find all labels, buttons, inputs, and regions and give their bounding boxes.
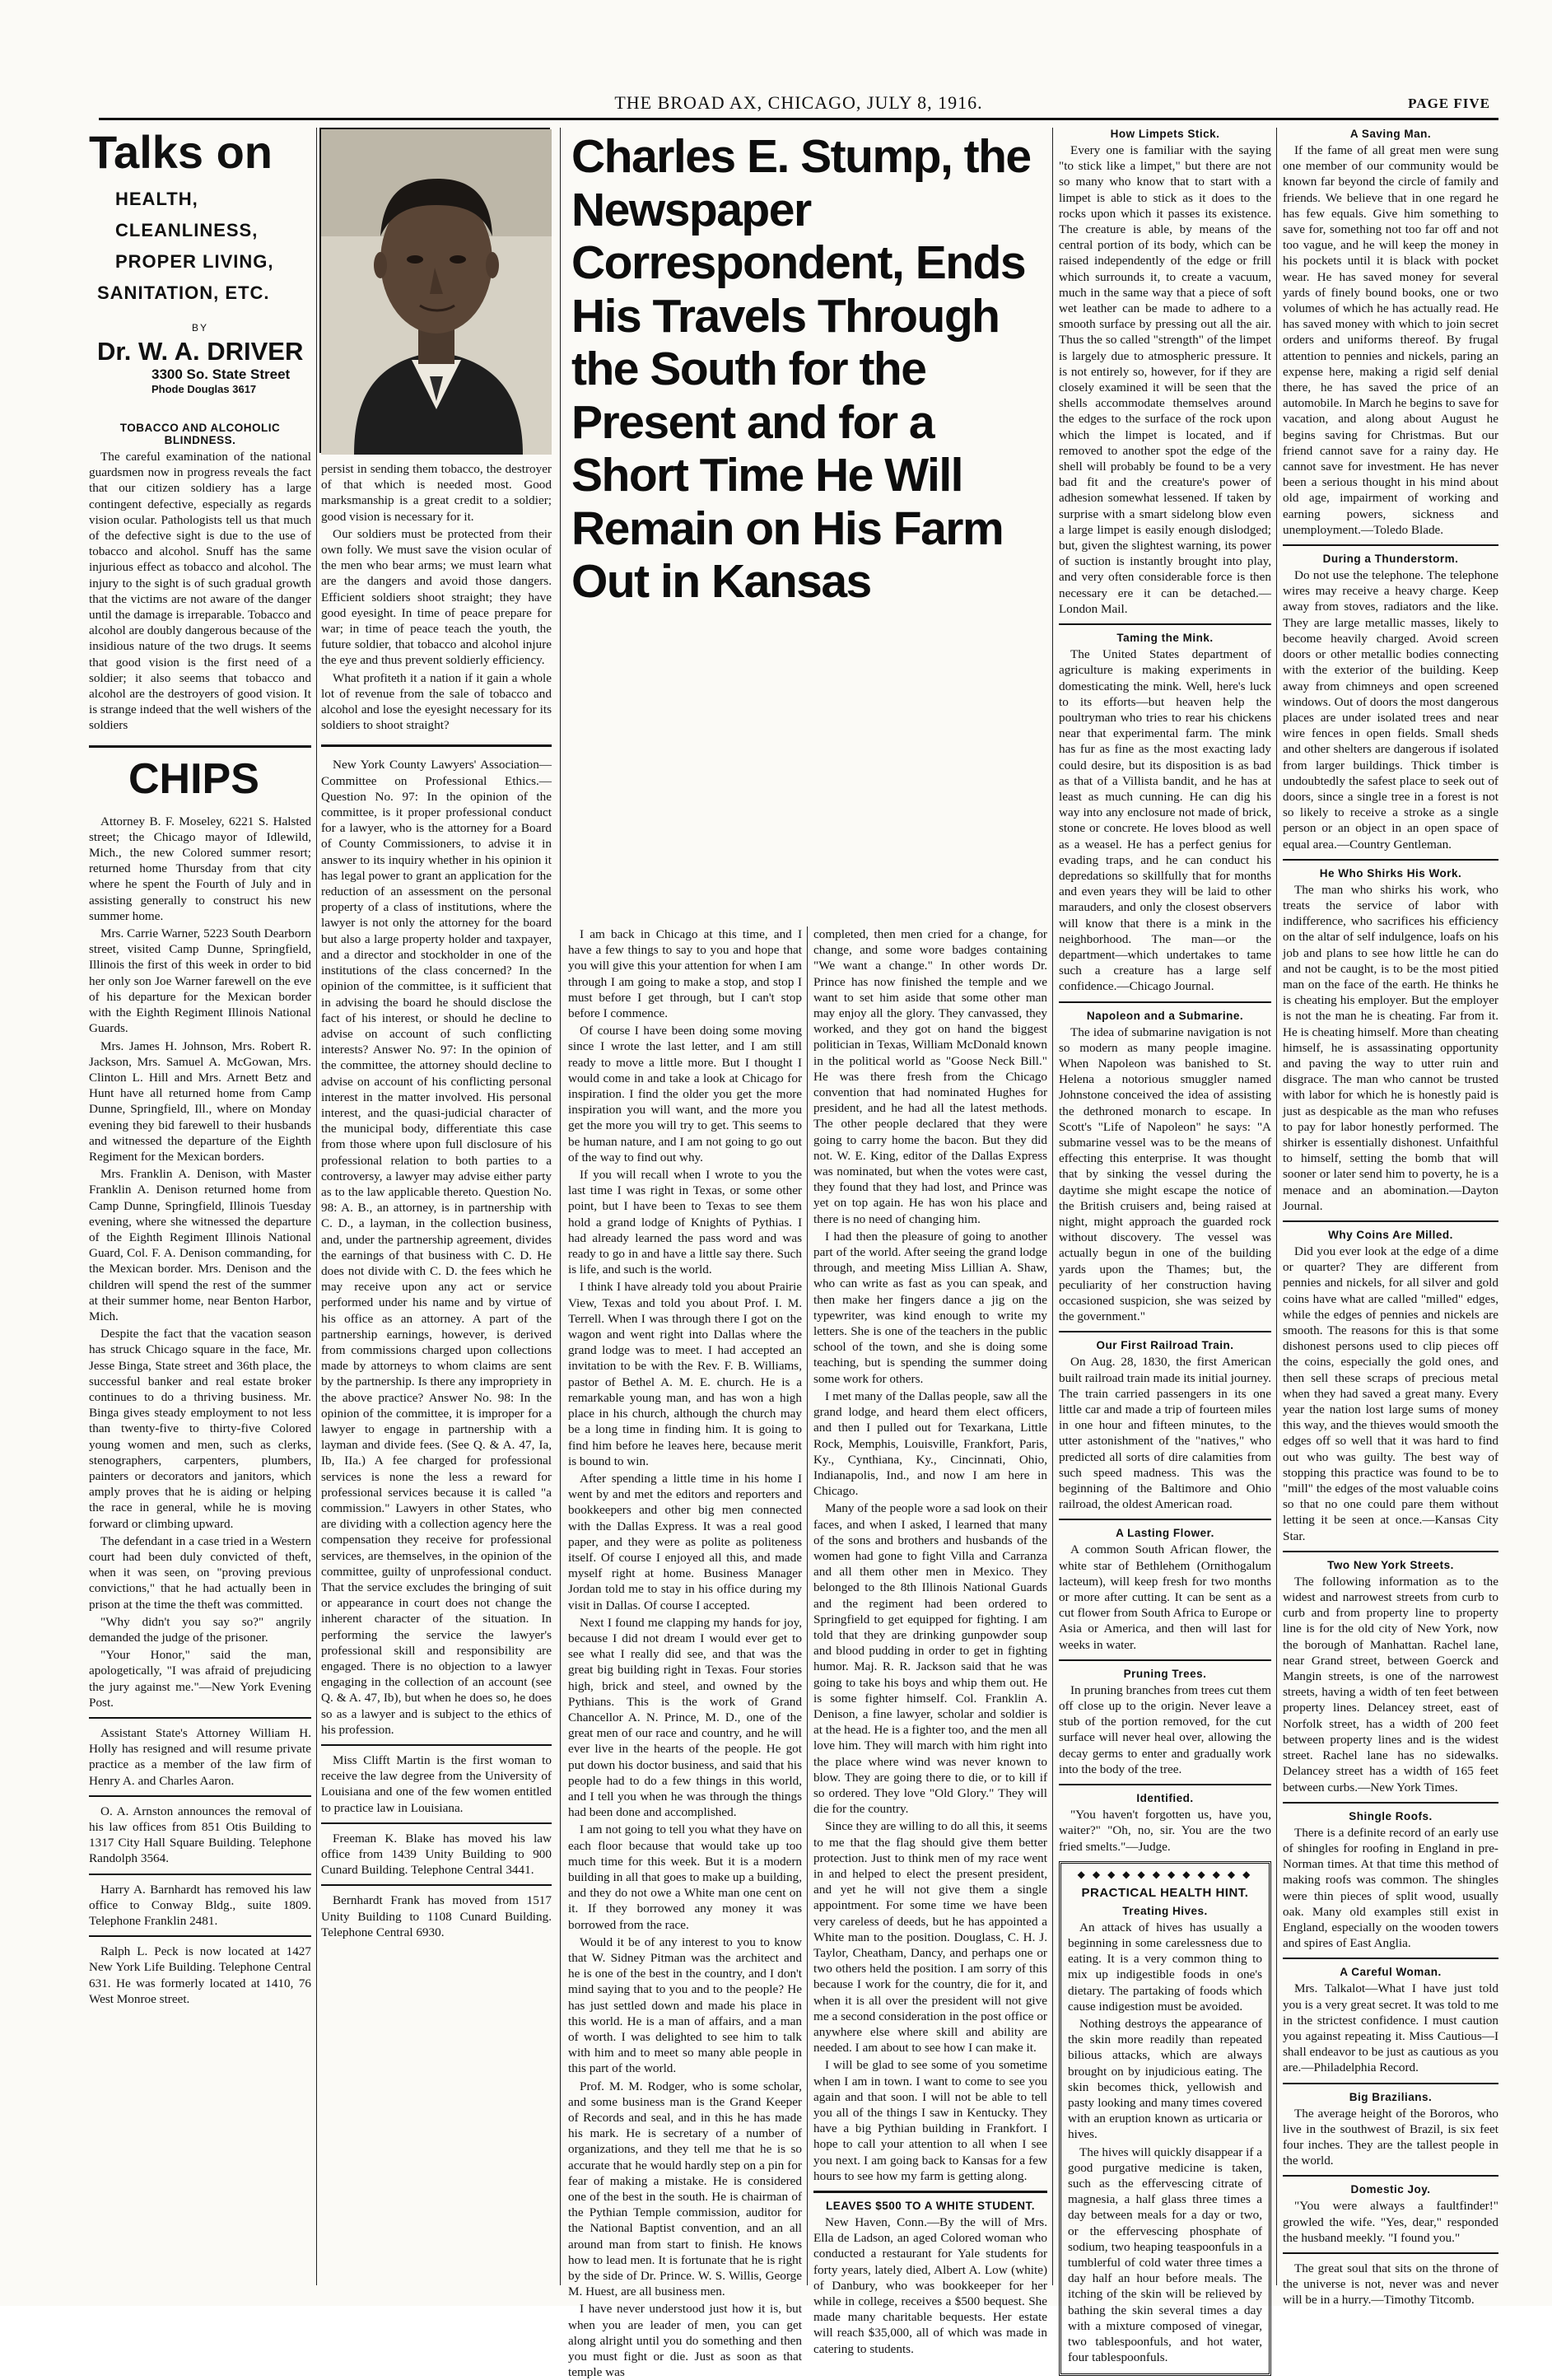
portrait-photo — [319, 128, 550, 453]
item-rule — [321, 1822, 552, 1824]
article-paragraph: Did you ever look at the edge of a dime or quarter? They are different from pennies and nickels, for all silver and gold coins have what are called "milled" edges, while the edges of pennies and nickels are smooth. The reasons for this is that some dishonest persons used to clip pieces off the coins, especially the gold ones, and then sell these scraps of precious metal when they had saved a great many. Every year the nation lost large sums of money this way, and the thieves would smooth the edges off so well that it was hard to find out who was guilty. The best way of stopping this practice was found to be to "mill" the edges of the most valuable coins so that no one could pare them without letting it be seen at once.—Kansas City Star. — [1283, 1244, 1498, 1543]
lawyers-paragraph: New York County Lawyers' Association—Committee on Professional Ethics.—Question No. 97: In the opinion of the committee, is it proper professional conduct for a lawyer, who is the attorney for a Board of County Commissioners, to advise it in answer to its inquiry whether in his opinion it has legal power to grant an application for the reduction of an assessment on the personal property of a class of institutions, where the lawyer is not only the attorney for the board but also a large property holder and taxpayer, and a director and stockholder in one of the institutions of the class concerned? In the opinion of the committee, is it sufficient that in advising the board he should disclose the fact of his interest, or should he decline to advise on account of such conflicting interests? Answer No. 97: In the opinion of the committee, the attorney should decline to advise on account of his conflicting personal interest in the matter involved. His personal interest, and the quasi-judicial character of the municipal body, differentiate this case from those where upon full disclosure of his professional relation to both parties to a controversy, a lawyer may advise either party as to the law applicable thereto. Question No. 98: A. B., an attorney, is in partnership with C. D., a layman, in the collection business, and, under the partnership agreement, divides the earnings of that business with C. D. He does not divide with C. D. the fees which he may receive upon any act or service performed under his name and by virtue of his office as an attorney. A part of the partnership earnings, however, is derived from commissions charged upon collections made by attorneys to whom claims are sent by the partnership. Is there any impropriety in the above practice? Answer No. 98: In the opinion of the committee, it is improper for a lawyer to engage in partnership with a layman and divide fees. (See Q. & A. 47, Ia, Ib, IIa.) A fee charged for professional services is none the less a reward for professional services because it is called "a commission." Lawyers in other States, who are dividing with a collection agency here the compensation they receive for professional services, are themselves, in the opinion of the committee, guilty of unprofessional conduct. That the service excludes the bringing of suit or appearance in court does not change the inherent character of the situation. In performing the service the lawyer's professional skill and responsibility are engaged. There is no objection to a lawyer engaging in the collection of an account (see Q. & A. 47, Ib), but when he does so, he does so as a lawyer and is subject to the ethics of his profession. — [321, 758, 552, 1737]
masthead-title: THE BROAD AX, CHICAGO, JULY 8, 1916. — [614, 92, 983, 113]
item-rule — [321, 1884, 552, 1886]
article-paragraph: There is a definite record of an early use of shingles for roofing in England in pre-Norman times. At that time this method of making roofs was common. The shingles were thin pieces of split wood, usually oak. Many old examples still exist in England, especially on the wooden towers and spires of East Anglia. — [1283, 1825, 1498, 1951]
article-heading: Shingle Roofs. — [1349, 1809, 1433, 1822]
chips-item: Mrs. James H. Johnson, Mrs. Robert R. Jackson, Mrs. Samuel A. McGowan, Mrs. Clinton L. Hill and Mrs. Arnett Betz and Hunt have all returned home from Camp Dunne, Springfield, Ill., where on Monday evening they bid farewell to their husbands and witnessed the departure of the Eighth Regiment for the Mexican borders. — [89, 1038, 311, 1164]
article-heading: During a Thunderstorm. — [1322, 553, 1459, 566]
column-1 — [89, 128, 311, 2285]
item-rule — [89, 1795, 311, 1797]
lawyers-paragraph: Miss Clifft Martin is the first woman to receive the law degree from the University of Louisiana and one of the few women entitled to practice law in Louisiana. — [321, 1753, 552, 1815]
column-5 — [1059, 128, 1271, 2365]
item-rule — [1283, 859, 1498, 861]
stump-paragraph: I am not going to tell you what they have on each floor because that would take up too much time for this week. But it is a modern building in all that goes to make up a building, and they do not owe a White man one cent on it. If they borrowed any money it was borrowed from the race. — [568, 1822, 802, 1932]
item-rule — [1283, 1220, 1498, 1222]
article-heading: Big Brazilians. — [1349, 2090, 1433, 2103]
column-divider — [316, 128, 317, 2285]
chips-item: Mrs. Carrie Warner, 5223 South Dearborn street, visited Camp Dunne, Springfield, Illinois the first of this week in order to bid her only son Joe Warner farewell on the eve of his departure for the Mexican border with the Eighth Regiment Illinois National Guards. — [89, 926, 311, 1036]
tobacco-paragraph: persist in sending them tobacco, the destroyer of that which is needed most. Good marksmanship is a great credit to a soldier; good vision is necessary for it. — [321, 462, 552, 524]
item-rule — [1283, 2083, 1498, 2084]
stump-paragraph: I had then the pleasure of going to another part of the world. After seeing the grand lodge through, and meeting Miss Lillian A. Shaw, who can write as fast as you can speak, and then make her fingers dance a jig on the typewriter, was kind enough to write my letters. She is one of the teachers in the public school of the town, and she is doing some teaching, but is spending the summer doing some work for others. — [813, 1229, 1047, 1386]
chips-title: CHIPS — [128, 754, 259, 803]
chips-item: Harry A. Barnhardt has removed his law office to Conway Bldg., suite 1809. Telephone Franklin 2481. — [89, 1882, 311, 1929]
chips-item: Despite the fact that the vacation season has struck Chicago square in the face, Mr. Jesse Binga, State street and 36th place, the successful banker and real estate broker continues to do a thriving business. Mr. Binga gives steady employment to not less than twenty-five to thirty-five Colored young women and men, such as clerks, stenographers, carpenters, plumbers, painters or decorators and janitors, which amply proves that he is aiding or helping the race in general, while he is moving forward or climbing upward. — [89, 1327, 311, 1531]
talks-topic: PROPER LIVING, — [115, 251, 274, 272]
item-rule — [89, 1935, 311, 1937]
portrait-illustration — [321, 129, 552, 455]
article-paragraph: The average height of the Bororos, who live in the southwest of Brazil, is six feet four inches. They are the tallest people in the world. — [1283, 2106, 1498, 2168]
stump-paragraph: If you will recall when I wrote to you the last time I was right in Texas, or some other point, but I have been to Texas to see them hold a grand lodge of Knights of Pythias. I had already learned the pass word and was ready to go in and have a little say there. Such is life, and such is the world. — [568, 1168, 802, 1277]
section-rule — [89, 745, 311, 748]
tobacco-heading: TOBACCO AND ALCOHOLIC BLINDNESS. — [119, 422, 281, 446]
article-heading: Pruning Trees. — [1123, 1667, 1207, 1680]
article-paragraph: The following information as to the widest and narrowest streets from curb to curb and from property line to property line is for the old city of New York, now the borough of Manhattan. Rachel lane, near Grand street, between Goerck and Mangin streets, is one of the narrowest streets, having a width of ten feet between property lines. Delancey street, east of Norfolk street, has a width of 200 feet between property lines and is the widest street. Rachel lane has no sidewalks. Delancey street has a width of 165 feet between curbs.—New York Times. — [1283, 1574, 1498, 1794]
section-rule — [813, 2191, 1047, 2193]
chips-item: Ralph L. Peck is now located at 1427 New York Life Building. Telephone Central 631. He was formerly located at 1410, 76 West Monroe street. — [89, 1944, 311, 2006]
stump-paragraph: I have never understood just how it is, but when you are leader of men, you can get along alright until you do something and then you must fight or die. Just as soon as that temple was — [568, 2302, 802, 2380]
article-heading: Our First Railroad Train. — [1096, 1339, 1234, 1352]
article-paragraph: If the fame of all great men were sung one member of our community would be known far beyond the circle of family and friends. We believe that in one regard he has few equals. Give him something to save for, something not too far off and not too vague, and he will keep the money in his pockets until it is black with pocket wear. He has saved money for several yards of finely bound books, one or two volumes of which he has actually read. He has saved money with which to join secret orders and uniforms thereof. By frugal attention to pennies and nickels, paring an expense here, making a rigid self denial there, he has saved the price of an automobile. In March he begins to save for vacation, and along about August he begins saving for Christmas. But our friend cannot save for a rainy day. He cannot save for investment. He has never been a serious thought in his mind about old age, impairment of working and earning powers, sickness and unemployment.—Toledo Blade. — [1283, 143, 1498, 537]
section-rule — [321, 744, 552, 747]
article-paragraph: Every one is familiar with the saying "to stick like a limpet," but there are not so many who know that to start with a limpet is able to stick as it does to the rocks upon which it passes its existence. The creature is able, by means of the central portion of its body, which can be raised independently of the edge or frill which surrounds it, to create a vacuum, much in the same way that a piece of soft wet leather can be made to adhere to a smooth surface by pressing out all the air. Thus the so called "strength" of the limpet is largely due to atmospheric pressure. It is not entirely so, however, for if they are closely examined it will be seen that the shells accommodate themselves around the edges to the surface of the rock upon which the limpet is located, and if removed to another spot the edge of the shell will probably be found to be a very bad fit and the creature's power of adhesion somewhat lessened. If taken by surprise with a smart sidelong blow even a large limpet is easily enough dislodged; but, given the slightest warning, its power of suction is instantly brought into play, and very often considerable force is then necessary ere it can be detached.—London Mail. — [1059, 143, 1271, 616]
lawyers-paragraph: Bernhardt Frank has moved from 1517 Unity Building to 1108 Cunard Building. Telephone Central 6930. — [321, 1893, 552, 1939]
article-paragraph: The man who shirks his work, who treats the service of labor with indifference, who sacrifices his efficiency on the altar of self indulgence, loafs on his job and plans to see how little he can do and not be caught, is to be the most pitied man on the face of the earth. He thinks he is cheating his employer. But the employer is not the man he is cheating. Far from it. He is cheating himself. More than cheating himself, he is assassinating opportunity and paving the way to utter ruin and disgrace. The man who cannot be trusted with labor for which he is honestly paid is just as despicable as the man who refuses to pay for labor honestly performed. The shirker is essentially dishonest. Unfaithful to himself, setting the bomb that will sooner or later send him to poverty, he is a menace and an abomination.—Dayton Journal. — [1283, 882, 1498, 1213]
lawyers-paragraph: Freeman K. Blake has moved his law office from 1439 Unity Building to 900 Cunard Building. Telephone Central 3441. — [321, 1831, 552, 1878]
article-paragraph: "You were always a faultfinder!" growled the wife. "Yes, dear," responded the husband meekly. "I found you." — [1283, 2199, 1498, 2245]
article-paragraph: On Aug. 28, 1830, the first American built railroad train made its initial journey. The train carried passengers in its one little car and made a trip of fourteen miles in one hour and fifteen minutes, to the utter astonishment of the "natives," who predicted all sorts of dire calamities from such speed madness. This was the beginning of the Baltimore and Ohio railroad, the oldest American road. — [1059, 1355, 1271, 1512]
article-heading: Treating Hives. — [1122, 1904, 1208, 1917]
article-heading: A Saving Man. — [1349, 128, 1432, 140]
article-paragraph: In pruning branches from trees cut them off close up to the origin. Never leave a stub of the portion removed, for the cut surface will never heal over, allowing the decay germs to enter and gradually work into the body of the tree. — [1059, 1682, 1271, 1776]
item-rule — [1283, 2175, 1498, 2177]
dot-border-icon: ◆ ◆ ◆ ◆ ◆ ◆ ◆ ◆ ◆ ◆ ◆ ◆ — [1077, 1868, 1253, 1880]
stump-paragraph: I will be glad to see some of you sometime when I am in town. I want to come to see you again and that soon. I will not be able to tell you all of the things I saw in Kentucky. They have a big Pythian building in Frankfort. I hope to call your attention to all when I see you next. I am going back to Kansas for a few hours to see how my farm is getting along. — [813, 2058, 1047, 2183]
column-4 — [813, 926, 1047, 2356]
talks-topic: SANITATION, ETC. — [97, 282, 270, 303]
talks-by: BY — [191, 322, 208, 334]
tobacco-paragraph: What profiteth it a nation if it gain a whole lot of revenue from the sale of tobacco and alcohol and lose the eyesight necessary for its soldiers to shoot straight? — [321, 670, 552, 733]
item-rule — [1059, 623, 1271, 625]
chips-item: Assistant State's Attorney William H. Holly has resigned and will resume private practice as a member of the law firm of Henry A. and Charles Aaron. — [89, 1726, 311, 1788]
item-rule — [1283, 1802, 1498, 1804]
article-paragraph: The idea of submarine navigation is not so modern as many people imagine. When Napoleon was banished to St. Helena a notorious smuggler named Johnstone conceived the idea of assisting the dethroned monarch to escape. In Scott's "Life of Napoleon" he says: "A submarine vessel was to be the means of effecting this enterprise. It was thought that by sinking the vessel during the daytime she might escape the notice of the British cruisers and, being raised at night, might approach the guarded rock without discovery. The vessel was actually begun in one of the building yards upon the Thames; but, the peculiarity of her construction having occasioned suspicion, she was seized by the government." — [1059, 1024, 1271, 1324]
tobacco-paragraph: The careful examination of the national guardsmen now in progress reveals the fact that our citizen soldiery has a large contingent defective, especially as regards vision ocular. Pathologists tell us that much of the defective sight is due to the use of tobacco and alcohol. Snuff has the same injurious effect as tobacco and alcohol. The injury to the sight is of such gradual growth that the victims are not aware of the danger until the damage is irreparable. Tobacco and alcohol are doubly dangerous because of the insidious nature of the two drugs. It seems that good vision is the first need of a soldier; it also seems that tobacco and alcohol are the destroyers of good vision. It is strange indeed that the well wishers of the soldiers — [89, 450, 311, 733]
stump-headline: Charles E. Stump, the Newspaper Correspondent, Ends His Travels Through the South for the Present and for a Short Time He Will Remain on His Farm Out in Kansas — [571, 130, 1031, 608]
item-rule — [1059, 1659, 1271, 1661]
stump-paragraph: After spending a little time in his home I went by and met the editors and reporters and bookkeepers and other big men connected with the Dallas Express. It was a real good paper, and they were as polite as politeness itself. Of course I enjoyed all this, and made myself right at home. Business Manager Jordan told me to stay in his office during my visit in Dallas. Of course I accepted. — [568, 1471, 802, 1612]
talks-title: Talks on — [89, 126, 273, 178]
article-paragraph: The great soul that sits on the throne of the universe is not, never was and never will be in a hurry.—Timothy Titcomb. — [1283, 2261, 1498, 2308]
health-hint-title: PRACTICAL HEALTH HINT. — [1081, 1885, 1249, 1900]
article-heading: A Careful Woman. — [1340, 1966, 1442, 1979]
stump-paragraph: I am back in Chicago at this time, and I have a few things to say to you and hope that you will give this your attention for when I am through I am going to make a stop, and stop I must before I get through, but I can't stop before I commence. — [568, 927, 802, 1021]
item-rule — [1283, 2252, 1498, 2254]
stump-paragraph: Many of the people wore a sad look on their faces, and when I asked, I learned that many of the sons and brothers and husbands of the women had gone to fight Villa and Carranza and all them other men in Mexico. They belonged to the 8th Illinois National Guards and the regiment had been ordered to Springfield to get equipped for fighting. I am told that they are drinking gunpowder soup and blood pudding in order to get in fighting humor. Maj. R. R. Jackson said that he was going to take his boys and whip them out. He is some fighter himself. Col. Franklin A. Denison, a fine lawyer, scholar and soldier is at the head. He is a fighter too, and the men all love him. They will march with him right into the place where wind was never known to blow. They are going there to die, or to kill if so ordered. They love "Old Glory." They will die for the country. — [813, 1501, 1047, 1817]
stump-paragraph: Prof. M. M. Rodger, who is some scholar, and some business man is the Grand Keeper of Records and seal, and in this he has made his mark. He is secretary of a number of organizations, and they tell me that he is so accurate that he would hardly step on a pin for fear of making a mistake. He is considered one of the best in the south. He is chairman of the Pythian Temple commission, auditor for the National Baptist convention, and an all around man from start to finish. He knows how to lead men. It is fortunate that he is right by the side of Dr. Prince. W. S. Willis, George M. Huest, are all business men. — [568, 2079, 802, 2299]
page-number: PAGE FIVE — [1408, 96, 1490, 111]
column-divider — [1052, 128, 1053, 2285]
talks-author: Dr. W. A. DRIVER — [97, 337, 304, 366]
bequest-heading: LEAVES $500 TO A WHITE STUDENT. — [825, 2200, 1036, 2213]
article-paragraph: Nothing destroys the appearance of the skin more readily than repeated bilious attacks, which are always brought on by injudicious eating. The skin becomes thick, yellowish and pasty looking and many times covered with an eruption known as urticaria or hives. — [1068, 2016, 1262, 2142]
article-paragraph: An attack of hives has usually a beginning in some carelessness due to eating. It is a very common thing to mix up indigestible foods in one's dietary. The partaking of foods which cause indigestion must be avoided. — [1068, 1920, 1262, 2014]
article-paragraph: The United States department of agriculture is making experiments in domesticating the mink. Well, here's luck to its efforts—but heaven help the poultryman who tries to rear his chickens near that experimental farm. The mink has fur as fine as the most exacting lady could desire, but its disposition is as bad as that of a Villista bandit, and he has at least as much cunning. He can dig his way into any enclosure not made of brick, stone or concrete. He loves blood as well as a weasel. He has a perfect genius for evading traps, and he can conduct his depredations so skillfully that for months and even years they will be laid to other marauders, and only the closest observers will know that there is a mink in the neighborhood. The man—or the department—which undertakes to tame such a creature has a large self confidence.—Chicago Journal. — [1059, 647, 1271, 994]
stump-paragraph: Since they are willing to do all this, it seems to me that the flag should give them better protection. Just to think men of my race went in and helped to elect the present president, and yet he will not give them a single appointment. For some time we have been very careless of deeds, but he has appointed a White man to the position. Douglass, C. H. J. Taylor, Cheatham, Dancy, and perhaps one or two others held the position. I am sorry of this because I work for the country, die for it, and when it is all over the president will not give me a second consideration in the post office or anywhere else where skill and ability are needed. I am about to see how I can make it. — [813, 1819, 1047, 2056]
column-6 — [1283, 128, 1498, 2308]
article-paragraph: The hives will quickly disappear if a good purgative medicine is taken, such as the effervescing citrate of magnesia, a half glass three times a day between meals for a day or two, or the effervescing phosphate of sodium, two heaping teaspoonfuls in a tumblerful of cold water three times a day half an hour before meals. The itching of the skin will be relieved by bathing the skin several times a day with a mixture composed of vinegar, two tablespoonfuls, and hot water, four tablespoonfuls. — [1068, 2144, 1262, 2365]
item-rule — [321, 1744, 552, 1746]
chips-item: "Your Honor," said the man, apologetically, "I was afraid of prejudicing the jury against me."—New York Evening Post. — [89, 1648, 311, 1710]
item-rule — [1059, 1001, 1271, 1003]
stump-paragraph: Would it be of any interest to you to know that W. Sidney Pitman was the architect and he is one of the best in the country, and I don't mind saying that to you and to the people? He has just settled down and made his place in this world. He is a man of affairs, and a man of worth. I was delighted to see him to talk with him and to meet so many able people in this part of the world. — [568, 1934, 802, 2076]
item-rule — [89, 1874, 311, 1875]
chips-item: The defendant in a case tried in a Western court had been duly convicted of theft, when it was seen, on "proving previous convictions," that he had actually been in prison at the time the theft was committed. — [89, 1533, 311, 1612]
talks-phone: Phode Douglas 3617 — [151, 383, 257, 395]
article-heading: Why Coins Are Milled. — [1328, 1229, 1453, 1241]
column-divider — [807, 926, 808, 2285]
item-rule — [89, 1717, 311, 1719]
article-paragraph: "You haven't forgotten us, have you, waiter?" "Oh, no, sir. You are the two fried smelts."—Judge. — [1059, 1808, 1271, 1854]
bequest-paragraph: New Haven, Conn.—By the will of Mrs. Ella de Ladson, an aged Colored woman who conducted a restaurant for Yale students for forty years, lately died, Albert A. Low (white) of Danbury, who was bookkeeper for her while in college, receives a $500 bequest. She made many charitable bequests. Her estate will reach $35,000, all of which was made in catering to students. — [813, 2215, 1047, 2356]
stump-paragraph: completed, then men cried for a change, for change, and some wore badges containing "We want a change." In other words Dr. Prince has now finished the temple and we want to set him aside that some other man may enjoy all the glory. They canvassed, they worked, and they got on hand the biggest politician in Texas, William McDonald known in the political world as "Goose Neck Bill." He was there fresh from the Chicago convention that had nominated Hughes for president, and he had all the latest methods. The other people declared that they were going to carry home the bacon. But they did not. W. E. King, editor of the Dallas Express was nominated, but when the votes were cast, they found that they had lost, and Prince was yet on top again. He has won his place and there is no need of changing him. — [813, 927, 1047, 1226]
stump-paragraph: Of course I have been doing some moving since I wrote the last letter, and I am still ready to move a little more. But I thought I would come in and take a look at Chicago for inspiration. I find the older you get the more inspiration you will want, and the more you get the more you will try to get. This seems to be human nature, and I am not going to go out of the way to find out why. — [568, 1024, 802, 1164]
health-hint-box — [1059, 1861, 1271, 2377]
stump-paragraph: I think I have already told you about Prairie View, Texas and told you about Prof. I. M. Terrell. When I was through there I got on the wagon and went right into Dallas where the grand lodge was to meet. I had accepted an invitation to be with the Rev. F. B. Williams, pastor of Bethel A. M. E. church. He is a remarkable young man, and has won a high place in his church, although the church may be a long time in finding him. It is going to find him before he leaves here, because merit is bound to win. — [568, 1280, 802, 1468]
item-rule — [1059, 1331, 1271, 1332]
masthead — [99, 92, 1498, 120]
article-paragraph: Mrs. Talkalot—What I have just told you is a very great secret. It was told to me in the strictest confidence. I must caution you against repeating it. Miss Cautious—I shall endeavor to be just as cautious as you are.—Philadelphia Record. — [1283, 1981, 1498, 2075]
item-rule — [1283, 1551, 1498, 1552]
article-heading: A Lasting Flower. — [1116, 1527, 1214, 1540]
chips-item: Attorney B. F. Moseley, 6221 S. Halsted street; the Chicago mayor of Idlewild, Mich., the new Colored summer resort; returned home Thursday from that city where he spent the Fourth of July and in assisting generally to construct his new summer home. — [89, 814, 311, 923]
talks-address: 3300 So. State Street — [151, 366, 291, 382]
column-3 — [568, 926, 802, 2380]
article-heading: Two New York Streets. — [1327, 1558, 1454, 1571]
article-heading: How Limpets Stick. — [1110, 128, 1220, 140]
item-rule — [1059, 1784, 1271, 1785]
chips-item: O. A. Arnston announces the removal of his law offices from 851 Otis Building to 1317 City Hall Square Building. Telephone Randolph 3564. — [89, 1804, 311, 1866]
stump-paragraph: Next I found me clapping my hands for joy, because I did not dream I would ever get to see what I really did see, and that was the great big building right in Texas. Four stories high, brick and steel, and owned by the Pythians. This is the work of Grand Chancellor A. N. Prince, M. D., one of the great men of our race and country, and he will ever live in the hearts of the people. He got put down his doctor business, and said that his people had to do a few things in this world, and I tell you when he was through the things had been done and accomplished. — [568, 1615, 802, 1820]
chips-item: Mrs. Franklin A. Denison, with Master Franklin A. Denison returned home from Camp Dunne, Springfield, Illinois Tuesday evening, where she witnessed the departure of the Eighth Regiment Illinois National Guard, Col. F. A. Denison commanding, for the Mexican border. Mrs. Denison and the children will spend the rest of the summer at their summer home, near Benton Harbor, Mich. — [89, 1167, 311, 1323]
article-heading: Taming the Mink. — [1116, 632, 1214, 645]
stump-paragraph: I met many of the Dallas people, saw all the grand lodge, and heard them elect officers, and then I pulled out for Texarkana, Little Rock, Memphis, Louisville, Frankfort, Paris, Ky., Cynthiana, Ky., Cincinnati, Ohio, Indianapolis, Ind., and now I am here in Chicago. — [813, 1388, 1047, 1499]
item-rule — [1059, 1519, 1271, 1520]
article-heading: Domestic Joy. — [1350, 2183, 1431, 2196]
item-rule — [1283, 1958, 1498, 1959]
article-heading: Napoleon and a Submarine. — [1086, 1009, 1244, 1022]
column-divider — [560, 128, 561, 2285]
item-rule — [1283, 544, 1498, 546]
article-paragraph: A common South African flower, the white star of Bethlehem (Ornithogalum lacteum), will keep fresh for two months or more after cutting. It can be sent as a cut flower from South Africa to Europe or Asia or America, and then will last for weeks in water. — [1059, 1542, 1271, 1652]
column-divider — [1276, 128, 1277, 2285]
article-heading: He Who Shirks His Work. — [1319, 866, 1462, 880]
column-2 — [321, 461, 552, 2285]
chips-item: "Why didn't you say so?" angrily demanded the judge of the prisoner. — [89, 1614, 311, 1645]
tobacco-paragraph: Our soldiers must be protected from their own folly. We must save the vision ocular of the men who bear arms; we must learn what are the dangers and avoid those dangers. Efficient soldiers shoot straight; they have good eyesight. In time of peace prepare for war; in time of peace teach the youth, the future soldier, that tobacco and alcohol injure the eye and thus prevent soldierly efficiency. — [321, 526, 552, 668]
talks-topic: HEALTH, — [115, 189, 198, 209]
article-paragraph: Do not use the telephone. The telephone wires may receive a heavy charge. Keep away from stoves, radiators and the like. They are large metallic masses, likely to become heavily charged. Avoid screen doors or other metallic bodies connecting with the exterior of the building. Keep away from chimneys and open screened windows. Out of doors the most dangerous places are under isolated trees and near wire fences in open fields. Small sheds and other shelters are dangerous if isolated from larger buildings. Thick timber is undoubtedly the safest place to seek out of doors, since a single tree in a forest is not so likely to receive a stroke as a single person or an object in an open space of equal area.—Country Gentleman. — [1283, 568, 1498, 852]
article-heading: Identified. — [1136, 1792, 1194, 1805]
talks-topic: CLEANLINESS, — [115, 220, 259, 240]
